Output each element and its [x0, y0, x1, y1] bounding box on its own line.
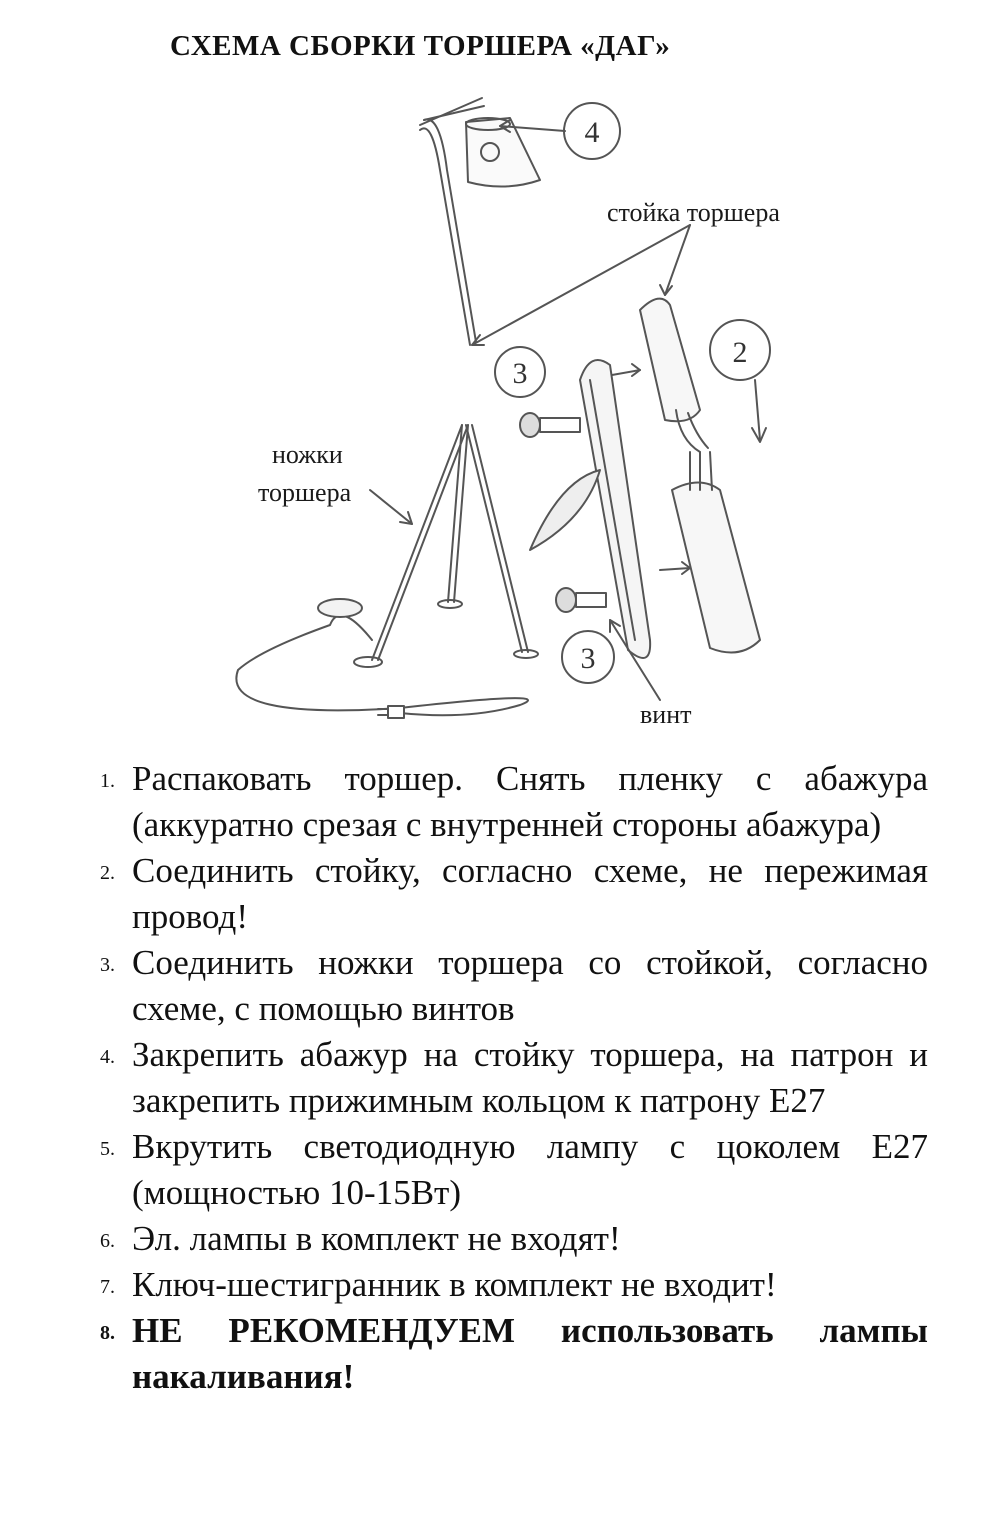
callout-3-bottom: 3	[580, 642, 596, 675]
step-text: Соединить стойку, согласно схеме, не пережимая провод!	[132, 851, 928, 936]
step-text: Распаковать торшер. Снять пленку с абажура (аккуратно срезая с внутренней стороны абажура)	[132, 759, 928, 844]
step-number: 7.	[100, 1276, 115, 1298]
plug-icon	[378, 706, 404, 718]
step-2	[100, 848, 928, 940]
step-number: 4.	[100, 1046, 115, 1068]
step-7	[100, 1262, 928, 1308]
step-number: 6.	[100, 1230, 115, 1252]
step-text: НЕ РЕКОМЕНДУЕМ использовать лампы накаливания!	[132, 1311, 928, 1396]
instructions-list	[100, 756, 928, 1400]
label-legs-line1: ножки	[272, 440, 343, 469]
step-text: Эл. лампы в комплект не входят!	[132, 1219, 621, 1258]
label-legs-line2: торшера	[258, 478, 352, 507]
step-number: 1.	[100, 770, 115, 792]
step-text: Вкрутить светодиодную лампу с цоколем Е27 (мощностью 10-15Вт)	[132, 1127, 928, 1212]
callout-3-top: 3	[512, 357, 528, 390]
step-4	[100, 1032, 928, 1124]
callout-4: 4	[584, 116, 600, 149]
callout-2: 2	[732, 336, 748, 369]
step-text: Соединить ножки торшера со стойкой, согласно схеме, с помощью винтов	[132, 943, 928, 1028]
assembly-diagram	[0, 80, 1000, 740]
step-text: Ключ-шестигранник в комплект не входит!	[132, 1265, 777, 1304]
label-screw: винт	[640, 700, 692, 729]
step-text: Закрепить абажур на стойку торшера, на патрон и закрепить прижимным кольцом к патрону Е27	[132, 1035, 928, 1120]
lamp-sketch	[236, 98, 540, 715]
step-6	[100, 1216, 928, 1262]
step-number: 8.	[100, 1322, 115, 1344]
step-8	[100, 1308, 928, 1400]
step-number: 5.	[100, 1138, 115, 1160]
step-1	[100, 756, 928, 848]
step-5	[100, 1124, 928, 1216]
step-number: 3.	[100, 954, 115, 976]
page-title: СХЕМА СБОРКИ ТОРШЕРА «ДАГ»	[170, 30, 671, 62]
label-stand: стойка торшера	[607, 198, 780, 227]
step-number: 2.	[100, 862, 115, 884]
step-3	[100, 940, 928, 1032]
